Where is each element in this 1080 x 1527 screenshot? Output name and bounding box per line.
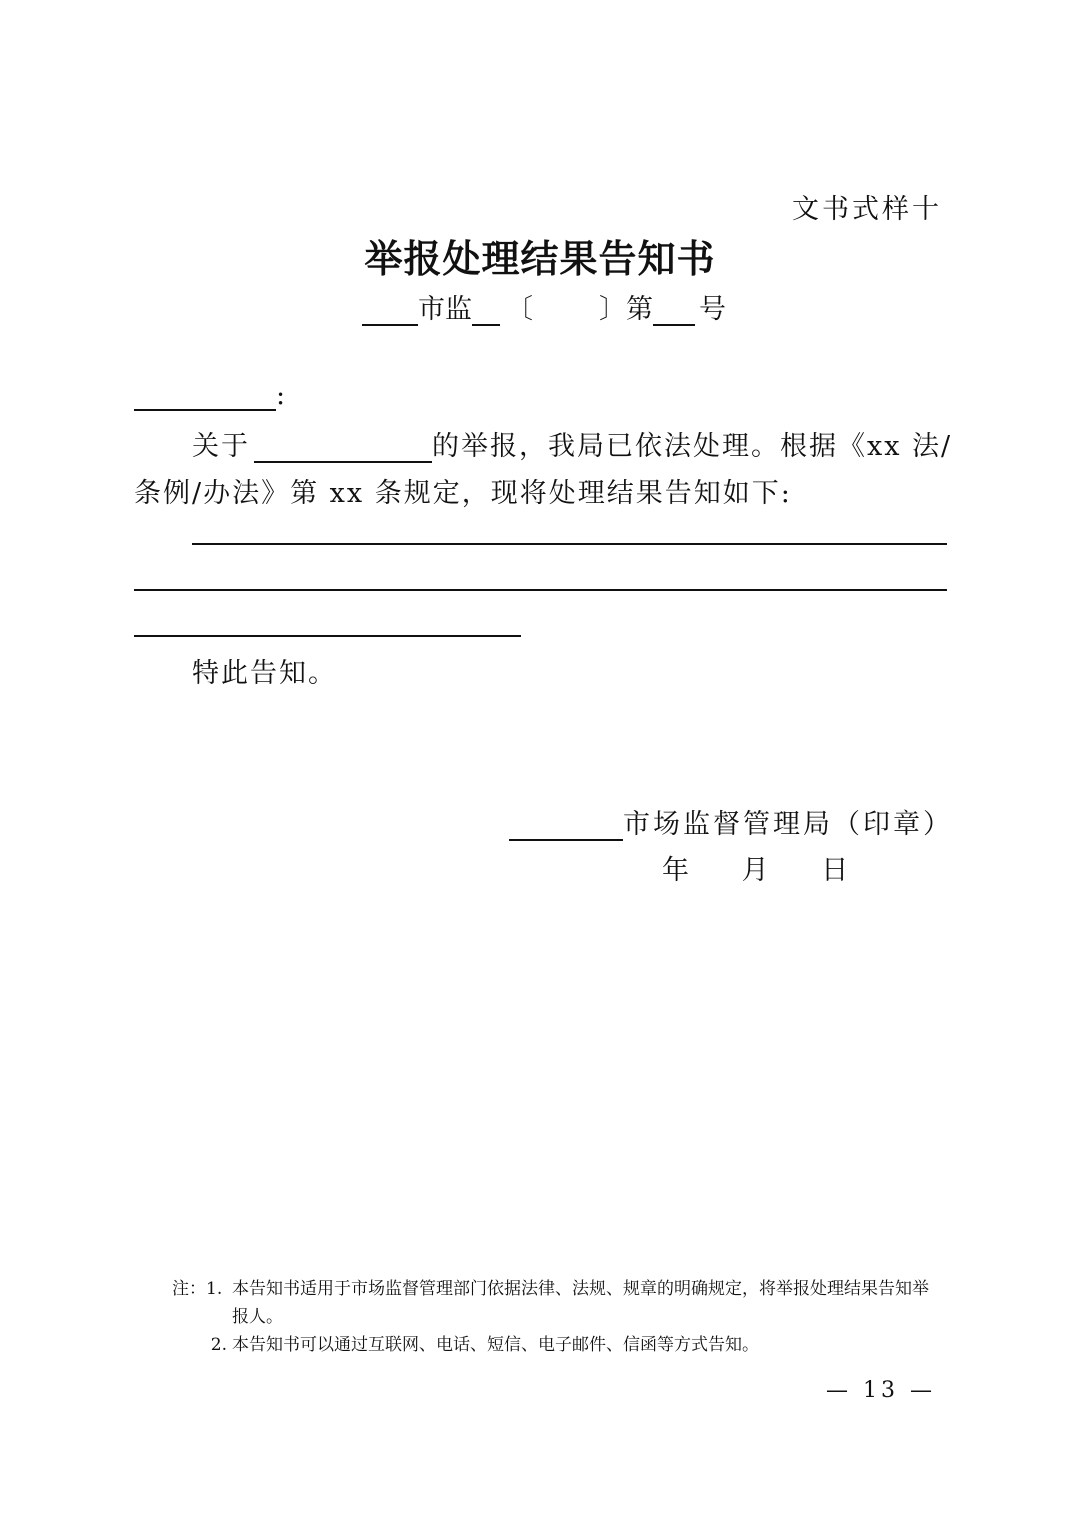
note-text: 本告知书适用于市场监督管理部门依据法律、法规、规章的明确规定，将举报处理结果告知举报人。 [232, 1279, 929, 1327]
date-year: 年 [662, 855, 689, 886]
closing-text: 特此告知。 [192, 658, 337, 689]
note-text: 本告知书可以通过互联网、电话、短信、电子邮件、信函等方式告知。 [232, 1335, 759, 1355]
doc-number-suffix: 号 [699, 294, 726, 325]
note-item [172, 1275, 942, 1331]
addressee-colon: : [276, 380, 286, 411]
page-number: — 13 — [826, 1378, 936, 1403]
para1-rest: 的举报，我局已依法处理。根据《xx 法/ [432, 431, 953, 462]
document-title: 举报处理结果告知书 [364, 236, 716, 281]
body-paragraph-line1 [192, 424, 952, 463]
addressee-line [134, 380, 285, 411]
blank-line [653, 298, 695, 326]
issuer-signature [509, 802, 953, 841]
issuer-name: 市场监督管理局（印章） [623, 809, 953, 840]
body-paragraph-line2: 条例/办法》第 xx 条规定，现将处理结果告知如下: [134, 478, 792, 509]
result-blank-line-1 [192, 543, 947, 545]
blank-line [362, 298, 418, 326]
doc-number-bracket-open: 〔 [506, 294, 533, 325]
addressee-blank [134, 383, 276, 411]
date-month: 月 [741, 855, 769, 886]
blank-line [472, 298, 500, 326]
result-blank-line-3 [134, 635, 521, 637]
para1-prefix: 关于 [192, 431, 250, 462]
doc-number-bracket-close: 〕第 [599, 294, 653, 325]
notes-section [172, 1275, 942, 1359]
note-number: 1. [206, 1279, 223, 1299]
document-sample-label: 文书式样十 [792, 194, 942, 225]
notes-label: 注： [172, 1279, 206, 1299]
result-blank-line-2 [134, 589, 947, 591]
subject-blank [254, 435, 432, 463]
doc-number-part1: 市监 [418, 294, 472, 325]
date-day: 日 [821, 855, 849, 886]
document-number [362, 287, 726, 326]
note-item [172, 1331, 942, 1359]
issue-date [662, 848, 848, 887]
issuer-blank [509, 813, 623, 841]
note-number: 2. [210, 1335, 227, 1355]
